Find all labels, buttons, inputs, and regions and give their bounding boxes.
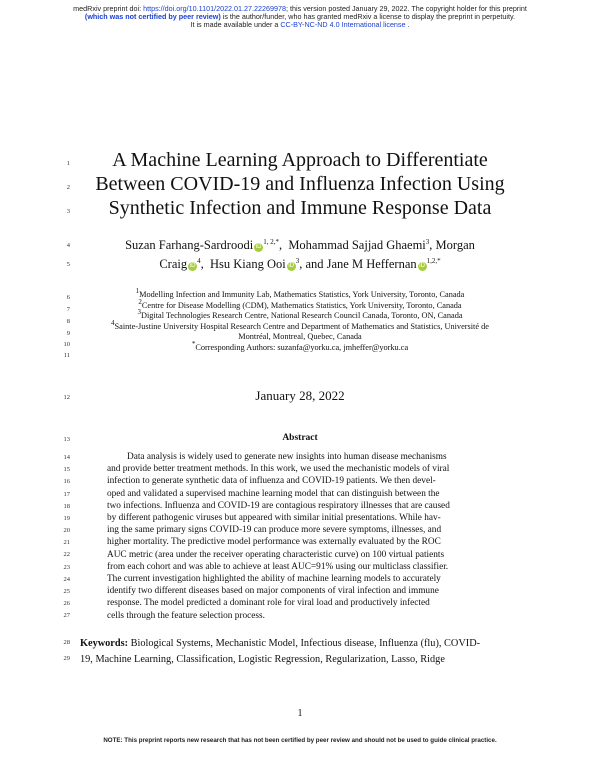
abstract-line: The current investigation highlighted the ability of machine learning models to accurately [107, 574, 441, 585]
author-name: and Jane M Heffernan [305, 257, 417, 271]
abstract-line: ing the same primary signs COVID-19 can produce more severe symptoms, illnesses, and [107, 525, 442, 536]
affiliation: $^3$Digital Technologies Research Centre, National Research Council Canada, Toronto, ON, Canada [137, 308, 463, 320]
line-number: 1 [66, 160, 70, 167]
line-number: 13 [63, 436, 70, 443]
line-number: 27 [63, 612, 70, 619]
line-number: 12 [63, 394, 70, 401]
footer-note: NOTE: This preprint reports new research that has not been certified by peer review and should not be used to guide clinical practice. [103, 737, 497, 744]
orcid-icon[interactable]: iD [255, 244, 262, 250]
affiliation: Montréal, Montreal, Quebec, Canada [238, 332, 362, 341]
preprint-header-line-1: medRxiv preprint doi: https://doi.org/10.1101/2022.01.27.22269978; this version posted January 29, 2022. The copyright holder for this preprint [73, 4, 527, 13]
line-number: 18 [63, 503, 70, 510]
keywords-line-2: 19, Machine Learning, Classification, Logistic Regression, Regularization, Lasso, Ridge [80, 654, 445, 665]
preprint-header-line-3: It is made available under a CC-BY-NC-ND 4.0 International license . [190, 20, 410, 29]
abstract-body [107, 451, 493, 622]
line-number: 9 [66, 330, 70, 337]
line-number: 2 [66, 184, 70, 191]
page-number: 1 [297, 708, 303, 719]
line-number: 25 [63, 588, 70, 595]
line-number: 4 [66, 242, 70, 249]
line-number: 14 [63, 454, 70, 461]
keywords-line-1: Keywords: Biological Systems, Mechanistic Model, Infectious disease, Influenza (flu), COVID- [80, 638, 481, 649]
orcid-icon[interactable]: iD [189, 263, 196, 269]
affiliations [80, 287, 520, 353]
abstract-line: Data analysis is widely used to generate new insights into human disease mechanisms [127, 452, 447, 462]
orcid-icon[interactable]: iD [419, 263, 425, 269]
affiliation: $^1$Modelling Infection and Immunity Lab, Mathematics Statistics, York University, Toronto, Canada [135, 287, 465, 299]
line-number: 10 [63, 341, 70, 348]
line-number: 19 [63, 515, 70, 522]
line-number: 21 [63, 539, 70, 546]
license-link[interactable]: CC-BY-NC-ND 4.0 International license [280, 20, 406, 29]
abstract-line: infection to generate synthetic data of influenza and COVID-19 patients. We then devel- [107, 476, 436, 487]
line-number: 6 [66, 294, 70, 301]
abstract-line: two infections. Influenza and COVID-19 are contagious respiratory illnesses that are caused [107, 500, 450, 511]
line-number: 29 [63, 655, 70, 662]
publication-date: January 28, 2022 [255, 388, 345, 403]
author-line-2: Craig $iD^4$, Hsu Kiang Ooi $iD^3$, and Jane M Heffernan $iD^{1,2,*}$ [159, 256, 441, 271]
author-name: Morgan [435, 238, 475, 252]
keywords [80, 636, 526, 668]
abstract-line: from each cohort and was able to achieve at least AUC=91% using our multiclass classifier. [107, 561, 449, 572]
abstract-line: higher mortality. The predictive model performance was externally evaluated by the ROC [107, 537, 441, 548]
doi-link[interactable]: https://doi.org/10.1101/2022.01.27.22269978 [143, 4, 287, 13]
line-number: 17 [63, 491, 70, 498]
abstract-line: response. The model predicted a dominant role for viral load and productively infected [107, 598, 430, 609]
author-name: Mohammad Sajjad Ghaemi [288, 238, 426, 252]
abstract-line: identify two different diseases based on major components of viral infection and immune [107, 586, 439, 597]
title-line: Between COVID-19 and Influenza Infection Using [95, 173, 505, 195]
line-number: 23 [63, 564, 70, 571]
abstract-line: and provide better treatment methods. In this work, we used the mechanistic models of viral [107, 464, 450, 475]
line-number: 28 [63, 639, 70, 646]
preprint-header-line-2: (which was not certified by peer review) is the author/funder, who has granted medRxiv a license to display the preprint in perpetuity. [84, 12, 516, 21]
author-name: Suzan Farhang-Sardroodi [125, 238, 254, 252]
author-list [80, 236, 520, 274]
line-number: 7 [66, 306, 70, 313]
line-number: 24 [63, 576, 70, 583]
line-number: 22 [63, 551, 70, 558]
title-line: Synthetic Infection and Immune Response Data [108, 197, 492, 219]
line-number: 26 [63, 600, 70, 607]
paper-title [80, 148, 520, 220]
abstract-heading: Abstract [282, 433, 318, 443]
affiliation: $^4$Sainte-Justine University Hospital Research Centre and Department of Mathematics and Statistics, Université de [111, 318, 489, 331]
line-number: 15 [63, 466, 70, 473]
author-line-1: Suzan Farhang-Sardroodi $iD^{1, 2,*}$, Mohammad Sajjad Ghaemi$^3$, Morgan [125, 237, 475, 252]
corresponding-authors: *Corresponding Authors: suzanfa@yorku.ca, jmheffer@yorku.ca [191, 339, 409, 352]
abstract-line: cells through the feature selection process. [107, 610, 265, 621]
line-number: 11 [63, 352, 70, 359]
affiliation: $^2$Centre for Disease Modelling (CDM), Mathematics Statistics, York University, Toronto, Canada [138, 297, 462, 310]
not-peer-reviewed-notice: (which was not certified by peer review) [84, 12, 221, 21]
line-number: 3 [66, 208, 70, 215]
abstract-line: by different pathogenic viruses but appeared with similar initial presentations. While hav- [107, 513, 441, 524]
abstract-line: AUC metric (area under the receiver operating characteristic curve) on 100 virtual patients [107, 549, 445, 560]
title-line: A Machine Learning Approach to Differentiate [112, 149, 488, 171]
author-name: Hsu Kiang Ooi [210, 257, 286, 271]
orcid-icon[interactable]: iD [288, 263, 295, 269]
line-number: 8 [66, 318, 70, 325]
keywords-label: Keywords: [80, 638, 129, 649]
abstract-line: oped and validated a supervised machine learning model that can distinguish between the [107, 488, 440, 499]
line-number: 16 [63, 478, 70, 485]
line-number: 20 [63, 527, 70, 534]
line-number: 5 [66, 261, 70, 268]
author-name: Craig [159, 257, 188, 271]
